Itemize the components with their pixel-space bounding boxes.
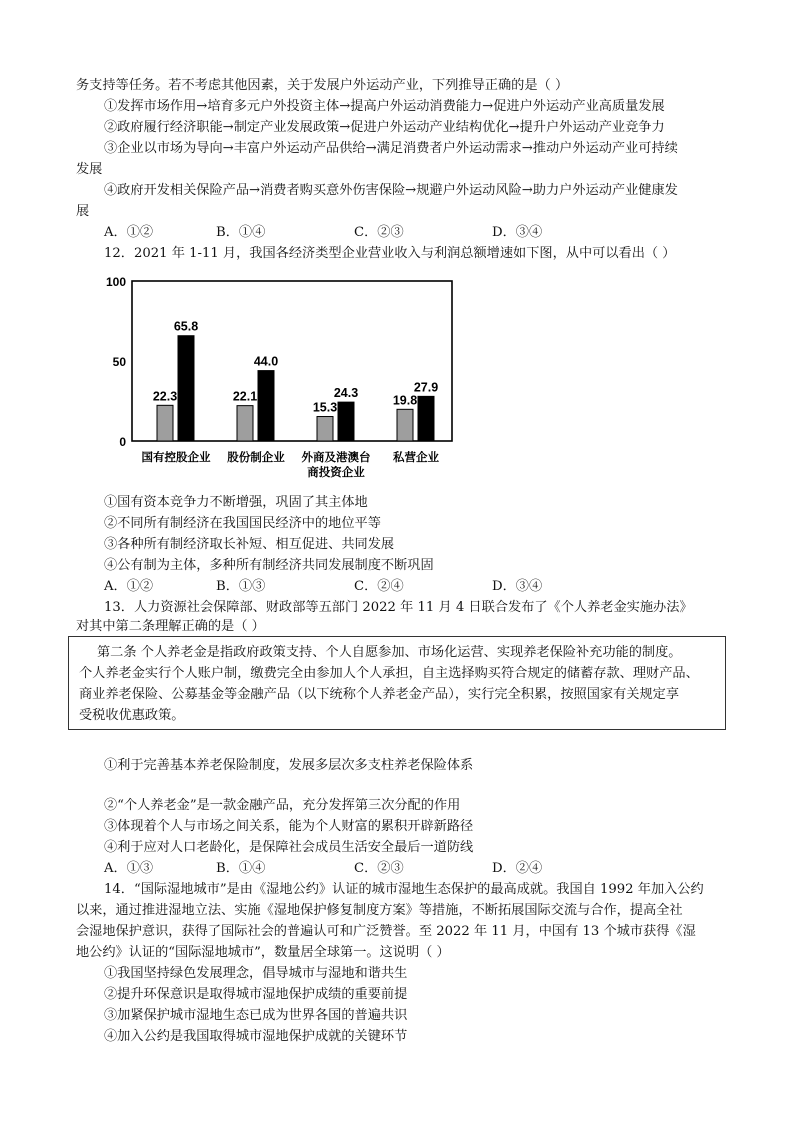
q14-line-4: 地公约》认证的“国际湿地城市”，数量居全球第一。这说明（ ）: [76, 945, 450, 960]
bar: [237, 406, 253, 441]
bar: [157, 405, 173, 441]
data-label: 65.8: [173, 319, 199, 334]
q13-option-b[interactable]: B．①④: [216, 861, 266, 876]
q14-line-1: 14．“国际湿地城市”是由《湿地公约》认证的城市湿地生态保护的最高成就。我国自 1992 年加入公约: [104, 882, 704, 897]
x-tick-label: 外商及港澳台: [301, 450, 371, 464]
bar: [418, 396, 434, 441]
q14-statement-1: ①我国坚持绿色发展理念，倡导城市与湿地和谐共生: [104, 966, 408, 981]
q13-option-d[interactable]: D．②④: [492, 861, 543, 876]
data-label: 19.8: [392, 393, 418, 408]
q14-line-2: 以来，通过推进湿地立法、实施《湿地保护修复制度方案》等措施，不断拓展国际交流与合作，提高全社: [76, 903, 683, 918]
q11-statement-4: ④政府开发相关保险产品→消费者购买意外伤害保险→规避户外运动风险→助力户外运动产业健康发: [104, 183, 678, 198]
q12-option-d[interactable]: D．③④: [492, 579, 543, 594]
data-label: 15.3: [312, 400, 338, 415]
q14-statement-2: ②提升环保意识是取得城市湿地保护成绩的重要前提: [104, 987, 408, 1002]
q12-stem: 12．2021 年 1-11 月，我国各经济类型企业营业收入与利润总额增速如下图，从中可以看出（ ）: [104, 246, 676, 261]
q11-statement-1: ①发挥市场作用→培育多元户外投资主体→提高户外运动消费能力→促进户外运动产业高质量发展: [104, 99, 665, 114]
quote-line-1: 第二条 个人养老金是指政府政策支持、个人自愿参加、市场化运营、实现养老保险补充功能的制度。: [97, 645, 682, 660]
q13-statement-2: ②“个人养老金”是一款金融产品，充分发挥第三次分配的作用: [104, 798, 461, 813]
q11-statement-4-cont: 展: [76, 204, 90, 219]
q12-statement-2: ②不同所有制经济在我国国民经济中的地位平等: [104, 516, 381, 531]
q11-option-d[interactable]: D．③④: [492, 225, 543, 240]
q13-option-c[interactable]: C．②③: [354, 861, 404, 876]
quote-line-4: 受税收优惠政策。: [79, 708, 185, 723]
q13-statement-3: ③体现着个人与市场之间关系，能为个人财富的累积开辟新路径: [104, 819, 474, 834]
q11-statement-3: ③企业以市场为导向→丰富户外运动产品供给→满足消费者户外运动需求→推动户外运动产业可持续: [104, 141, 678, 156]
q13-statement-1: ①利于完善基本养老保险制度，发展多层次多支柱养老保险体系: [104, 758, 474, 773]
data-label: 22.1: [232, 389, 258, 404]
q13-statement-4: ④利于应对人口老龄化，是保障社会成员生活安全最后一道防线: [104, 840, 474, 855]
y-tick-label: 100: [105, 275, 126, 289]
bar: [258, 371, 274, 441]
x-tick-label: 国有控股企业: [141, 450, 211, 464]
bar: [178, 336, 194, 441]
x-tick-label: 股份制企业: [227, 450, 285, 464]
y-tick-label: 0: [119, 435, 126, 449]
data-label: 22.3: [152, 389, 178, 404]
y-tick-label: 50: [112, 355, 126, 369]
q11-statement-2: ②政府履行经济职能→制定产业发展政策→促进户外运动产业结构优化→提升户外运动产业竞争力: [104, 120, 665, 135]
quote-box: [68, 636, 726, 730]
data-label: 27.9: [413, 380, 439, 395]
quote-line-2: 个人养老金实行个人账户制，缴费完全由参加人个人承担，自主选择购买符合规定的储蓄存款、理财产品、: [79, 666, 699, 681]
x-tick-label: 私营企业: [393, 450, 439, 464]
q14-statement-3: ③加紧保护城市湿地生态已成为世界各国的普遍共识: [104, 1008, 408, 1023]
q11-option-c[interactable]: C．②③: [354, 225, 404, 240]
q12-option-b[interactable]: B．①③: [216, 579, 266, 594]
q12-statement-3: ③各种所有制经济取长补短、相互促进、共同发展: [104, 537, 395, 552]
q13-option-a[interactable]: A．①③: [104, 861, 154, 876]
quote-line-3: 商业养老保险、公募基金等金融产品（以下统称个人养老金产品），实行完全积累，按照国家有关规定享: [79, 687, 680, 702]
bar: [397, 409, 413, 441]
q12-statement-1: ①国有资本竞争力不断增强，巩固了其主体地: [104, 495, 368, 510]
q14-statement-4: ④加入公约是我国取得城市湿地保护成就的关键环节: [104, 1029, 408, 1044]
q12-option-a[interactable]: A．①②: [104, 579, 154, 594]
q11-statement-3-cont: 发展: [76, 162, 103, 177]
q12-option-c[interactable]: C．②④: [354, 579, 404, 594]
q11-option-b[interactable]: B．①④: [216, 225, 266, 240]
bar: [317, 417, 333, 441]
q14-line-3: 会湿地保护意识，获得了国际社会的普遍认可和广泛赞誉。至 2022 年 11 月，中国有 13 个城市获得《湿: [76, 924, 696, 939]
q13-stem: 13．人力资源社会保障部、财政部等五部门 2022 年 11 月 4 日联合发布了《个人养老金实施办法》: [104, 600, 693, 615]
x-tick-label: 商投资企业: [307, 465, 365, 479]
q11-option-a[interactable]: A．①②: [104, 225, 154, 240]
bar: [338, 402, 354, 441]
bar-chart: [96, 272, 466, 484]
q11-stem-tail: 务支持等任务。若不考虑其他因素，关于发展户外运动产业，下列推导正确的是（ ）: [76, 78, 569, 93]
q12-statement-4: ④公有制为主体，多种所有制经济共同发展制度不断巩固: [104, 558, 434, 573]
q13-stem-cont: 对其中第二条理解正确的是（ ）: [76, 619, 265, 634]
data-label: 44.0: [253, 354, 279, 369]
data-label: 24.3: [333, 386, 359, 401]
